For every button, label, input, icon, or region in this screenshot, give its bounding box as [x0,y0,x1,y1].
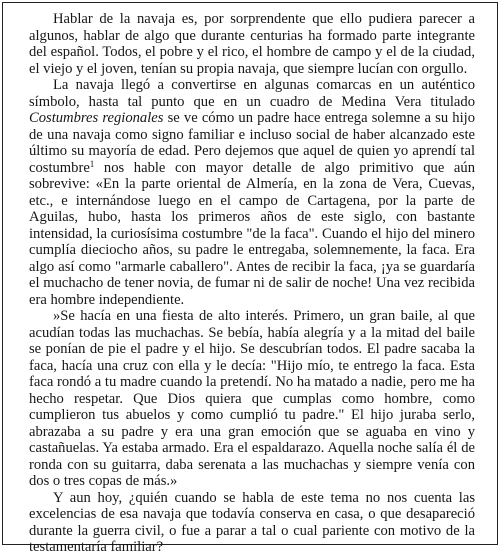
italic-title: Costumbres regionales [29,110,164,126]
book-page [2,2,498,555]
paragraph [29,11,475,77]
body-text [29,11,475,556]
text-run: »Se hacía en una fiesta de alto interés. Primero, un gran baile, al que acudían todas las muchachas. Se bebía, había alegría y a la mitad del baile se ponían de pie el padre y el hijo. Se descubrían todos. El padre sacaba la faca, hacía una cruz con ella y le decía: "Hijo mío, te entrego la faca. Esta faca rondó a tu madre cuando la pretendí. No ha matado a nadie, pero me ha hecho respetar. Que Dios quiera que cumplas como hombre, como cumplieron tus abuelos y como cumplió tu padre." El hijo juraba serlo, abrazaba a su padre y era una gran emoción que se aguaba en vino y castañuelas. Ya estaba armado. Era el espaldarazo. Aquella noche salía él de ronda con su guitarra, daba serenata a las muchachas y siempre venía con dos o tres copas de más.» [29,308,475,489]
paragraph [29,490,475,556]
text-run: La navaja llegó a convertirse en algunas comarcas en un auténtico símbolo, hasta tal punto que en un cuadro de Medina Vera titulado [29,77,475,110]
text-run: Hablar de la navaja es, por sorprendente que ello pudiera parecer a algunos, hablar de algo que durante centurias ha formado parte integrante del español. Todos, el pobre y el rico, el hombre de campo y el de la ciudad, el viejo y el joven, tenían su propia navaja, que siempre lucían con orgullo. [29,11,475,77]
paragraph [29,308,475,490]
paragraph [29,77,475,308]
text-run: se ve cómo un padre hace entrega solemne a su hijo de una navaja como signo familiar e incluso social de haber alcanzado este último su mayoría de edad. Pero dejemos que aquel de quien yo aprendí tal costumbre [29,110,475,176]
footnote-marker: 1 [89,158,95,169]
text-run: nos hable con mayor detalle de algo primitivo que aún sobrevive: «En la parte oriental de Almería, en la zona de Vera, Cuevas, etc., e internándose luego en el campo de Cartagena, por la parte de Aguilas, hubo, hasta los primeros años de este siglo, con bastante intensidad, la curiosísima costumbre "de la faca". Cuando el hijo del minero cumplía dieciocho años, su padre le entregaba, solemnemente, la faca. Era algo así como "armarle caballero". Antes de recibir la faca, ¡ya se guardaría el muchacho de tener novia, de fumar ni de salir de noche! Una vez recibida era hombre independiente. [29,159,475,308]
text-run: Y aun hoy, ¿quién cuando se habla de este tema no nos cuenta las excelencias de esa navaja que todavía conserva en casa, o que desapareció durante la guerra civil, o fue a parar a tal o cual pariente con motivo de la testamentaría familiar? [29,489,475,555]
